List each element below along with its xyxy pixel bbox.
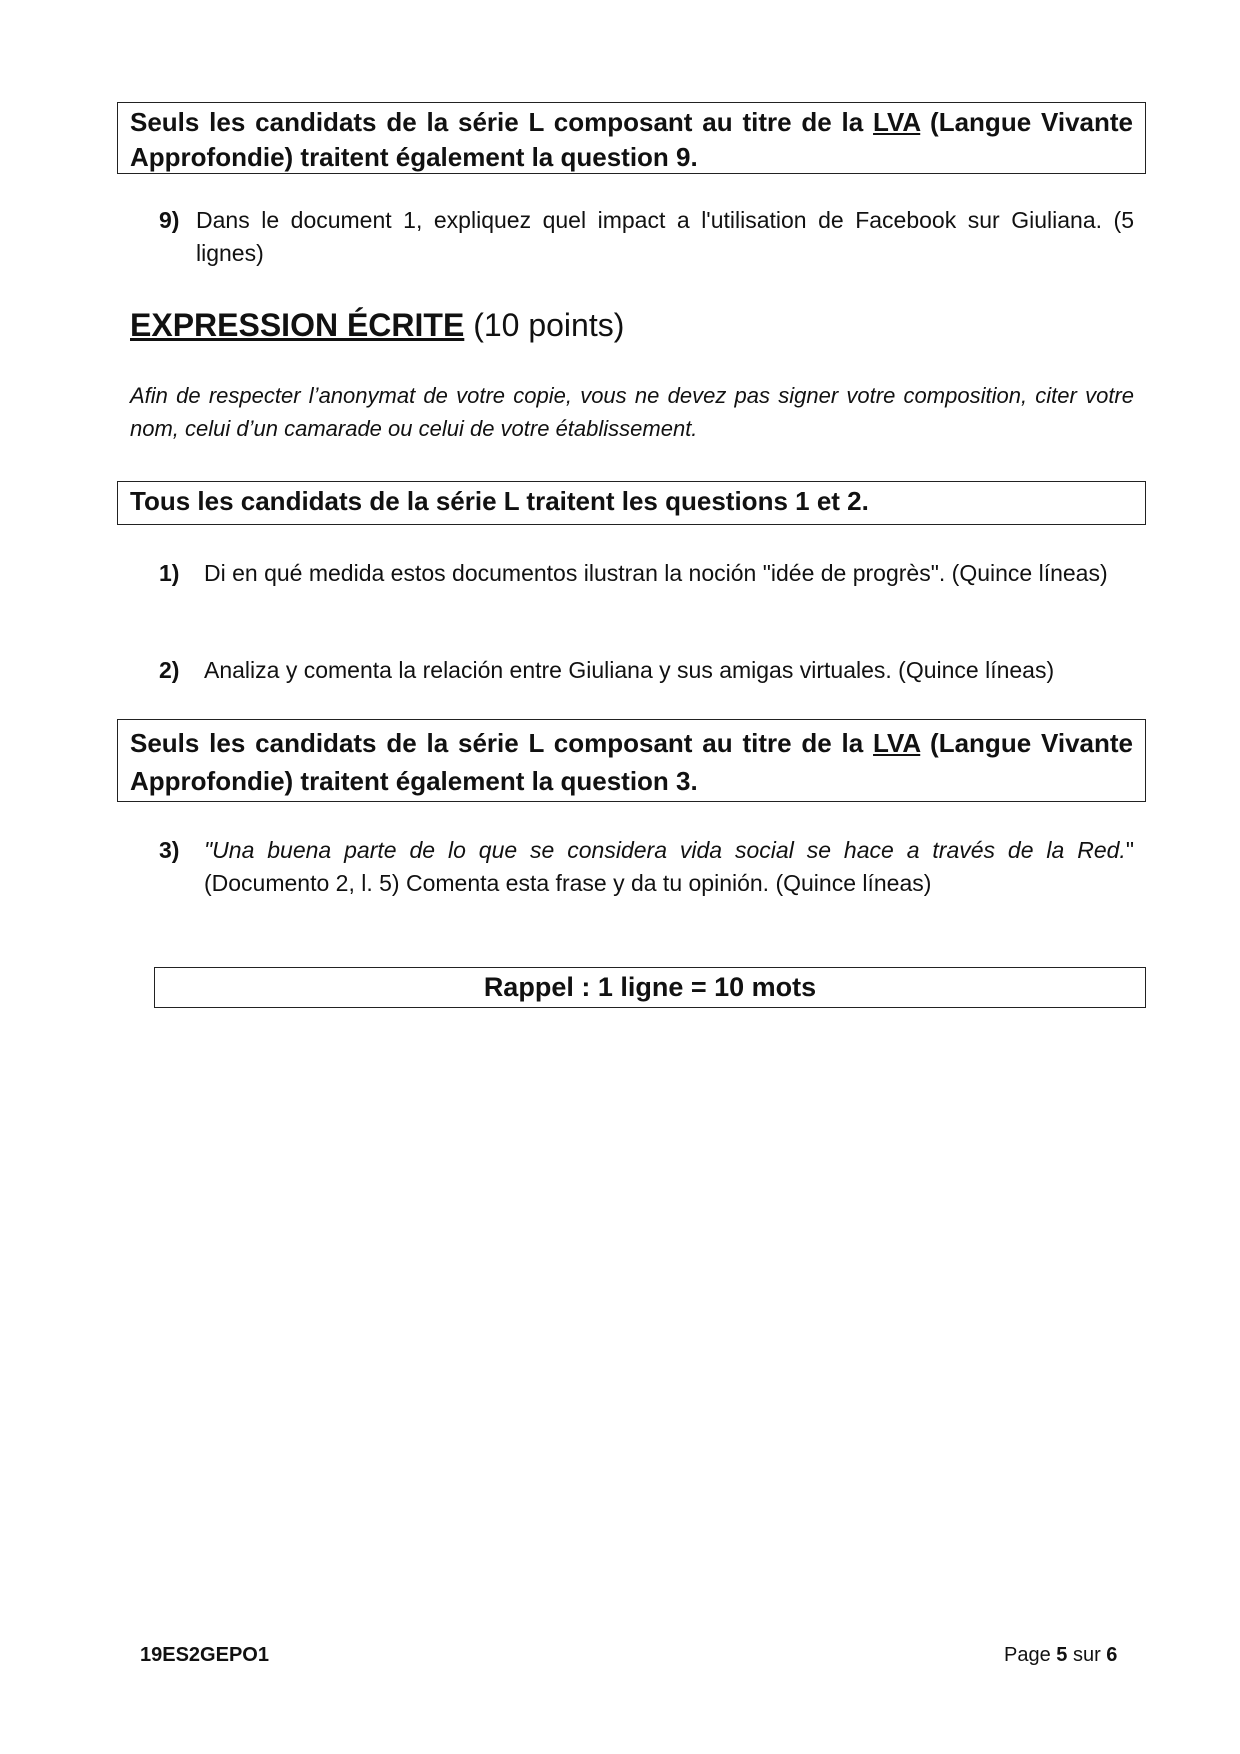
question-number: 9) [159, 207, 180, 233]
quote-close: " [1125, 837, 1134, 863]
question-1 [159, 557, 1134, 627]
question-number: 2) [159, 657, 180, 683]
question-text: Di en qué medida estos documentos ilustran la noción "idée de progrès". (Quince líneas) [204, 560, 1108, 586]
reminder-box: Rappel : 1 ligne = 10 mots [154, 967, 1146, 1008]
page-label: Page [1004, 1644, 1057, 1666]
section-title-main: EXPRESSION ÉCRITE [130, 307, 465, 343]
question-text [204, 834, 1134, 900]
section-title [130, 305, 624, 345]
notice-text-end: (Langue Vivante Approfondie) traitent également la question 9. [130, 107, 1133, 172]
page-total: 6 [1106, 1644, 1118, 1666]
lva-abbrev: LVA [873, 107, 921, 137]
question-text: Dans le document 1, expliquez quel impact a l'utilisation de Facebook sur Giuliana. (5 lignes) [196, 207, 1134, 266]
anonymity-instructions: Afin de respecter l’anonymat de votre copie, vous ne devez pas signer votre composition, citer votre nom, celui d’un camarade ou celui de votre établissement. [130, 383, 1134, 441]
notice-all-candidates [117, 481, 1146, 525]
question-instruction: (Documento 2, l. 5) Comenta esta frase y da tu opinión. (Quince líneas) [204, 870, 932, 896]
question-text: Analiza y comenta la relación entre Giuliana y sus amigas virtuales. (Quince líneas) [204, 657, 1055, 683]
question-number: 1) [159, 560, 180, 586]
lva-abbrev: LVA [873, 728, 921, 758]
question-9 [159, 204, 1134, 274]
page-indicator [1004, 1644, 1117, 1667]
question-number: 3) [159, 837, 180, 863]
exam-code: 19ES2GEPO1 [140, 1644, 269, 1666]
notice-text-start: Seuls les candidats de la série L composant au titre de la [130, 728, 874, 758]
notice-text-start: Seuls les candidats de la série L composant au titre de la [130, 107, 874, 137]
notice-all-text: Tous les candidats de la série L traitent les questions 1 et 2. [130, 486, 869, 516]
page-sur: sur [1067, 1644, 1107, 1666]
question-3 [159, 834, 1134, 904]
question-2 [159, 654, 1134, 690]
notice-text-end: (Langue Vivante Approfondie) traitent également la question 3. [130, 728, 1133, 796]
section-points: (10 points) [464, 307, 625, 343]
quoted-sentence: "Una buena parte de lo que se considera vida social se hace a través de la Red. [204, 837, 1126, 863]
notice-lva-q9 [117, 102, 1146, 174]
notice-lva-q3 [117, 719, 1146, 802]
page-number: 5 [1056, 1644, 1068, 1666]
